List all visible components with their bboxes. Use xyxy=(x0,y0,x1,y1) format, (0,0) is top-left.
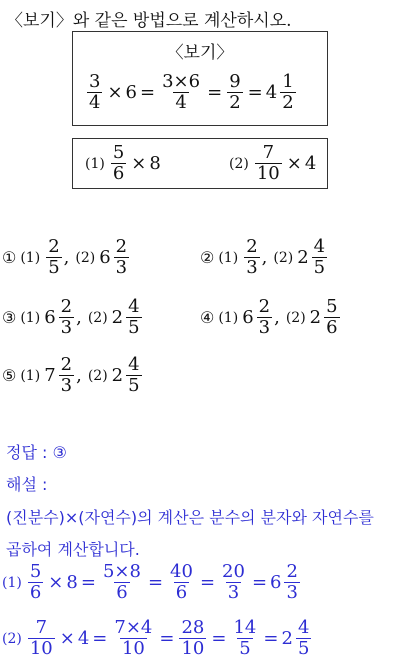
problem-box xyxy=(72,138,328,189)
choice-5[interactable]: ⑤ (1) 7 $\frac{2}{3}$ , (2) 2 $\frac{4}{5}$ xyxy=(2,354,140,396)
fraction: $\frac{1}{2}$ xyxy=(282,71,294,113)
choice-2[interactable]: ② (1) $\frac{2}{3}$ , (2) 2 $\frac{4}{5}$ xyxy=(200,236,326,278)
example-expression: $\frac{3}{4}$ × 6 = $\frac{3\times 6}{4}$ = $\frac{9}{2}$ = 4 $\frac{1}{2}$ xyxy=(89,71,294,113)
fraction: $\frac{5\times 8}{6}$ xyxy=(102,561,141,603)
fraction: $\frac{2}{3}$ xyxy=(60,354,73,396)
explanation-line-1: (진분수)×(자연수)의 계산은 분수의 분자와 자연수를 xyxy=(6,508,374,527)
fraction: $\frac{4}{5}$ xyxy=(313,236,326,278)
fraction: $\frac{4}{5}$ xyxy=(297,617,310,659)
answer-label: 정답 : ③ xyxy=(6,443,67,462)
fraction: $\frac{5}{6}$ xyxy=(29,561,42,603)
fraction: $\frac{7}{10}$ xyxy=(29,617,53,659)
fraction: $\frac{5}{6}$ xyxy=(112,142,125,184)
problem-2: (2) $\frac{7}{10}$ × 4 xyxy=(229,142,317,184)
example-box xyxy=(72,31,328,126)
fraction: $\frac{28}{10}$ xyxy=(181,617,205,659)
fraction: $\frac{5}{6}$ xyxy=(326,296,338,338)
fraction: $\frac{40}{6}$ xyxy=(170,561,193,603)
fraction: $\frac{4}{5}$ xyxy=(128,296,140,338)
choice-3[interactable]: ③ (1) 6 $\frac{2}{3}$ , (2) 2 $\frac{4}{5}$ xyxy=(2,296,140,338)
fraction: $\frac{2}{3}$ xyxy=(286,561,298,603)
fraction: $\frac{4}{5}$ xyxy=(128,354,140,396)
choice-1[interactable]: ① (1) $\frac{2}{5}$ , (2) 6 $\frac{2}{3}$ xyxy=(2,236,128,278)
fraction: $\frac{20}{3}$ xyxy=(222,561,245,603)
fraction: $\frac{7}{10}$ xyxy=(256,142,280,184)
fraction: $\frac{2}{3}$ xyxy=(258,296,271,338)
fraction: $\frac{2}{3}$ xyxy=(246,236,258,278)
problem-1: (1) $\frac{5}{6}$ × 8 xyxy=(85,142,161,184)
fraction: $\frac{9}{2}$ xyxy=(229,71,241,113)
fraction: $\frac{2}{3}$ xyxy=(115,236,128,278)
fraction: $\frac{2}{5}$ xyxy=(48,236,60,278)
fraction: $\frac{14}{5}$ xyxy=(233,617,257,659)
solution-1: (1) $\frac{5}{6}$ × 8 = $\frac{5\times 8}{6}$ = $\frac{40}{6}$ = $\frac{20}{3}$ = 6 $\frac{2}{3}$ xyxy=(2,561,298,603)
example-box-title: 〈보기〉 xyxy=(166,43,234,63)
choice-4[interactable]: ④ (1) 6 $\frac{2}{3}$ , (2) 2 $\frac{5}{6}$ xyxy=(200,296,338,338)
fraction: $\frac{7\times 4}{10}$ xyxy=(114,617,153,659)
solution-2: (2) $\frac{7}{10}$ × 4 = $\frac{7\times 4}{10}$ = $\frac{28}{10}$ = $\frac{14}{5}$ = 2 $\frac{4}{5}$ xyxy=(2,617,310,659)
question-title: 〈보기〉와 같은 방법으로 계산하시오. xyxy=(6,11,292,31)
explanation-line-2: 곱하여 계산합니다. xyxy=(6,540,140,559)
fraction: $\frac{3}{4}$ xyxy=(89,71,101,113)
explanation-label: 해설 : xyxy=(6,475,48,494)
fraction: $\frac{2}{3}$ xyxy=(60,296,73,338)
fraction: $\frac{3\times 6}{4}$ xyxy=(162,71,201,113)
